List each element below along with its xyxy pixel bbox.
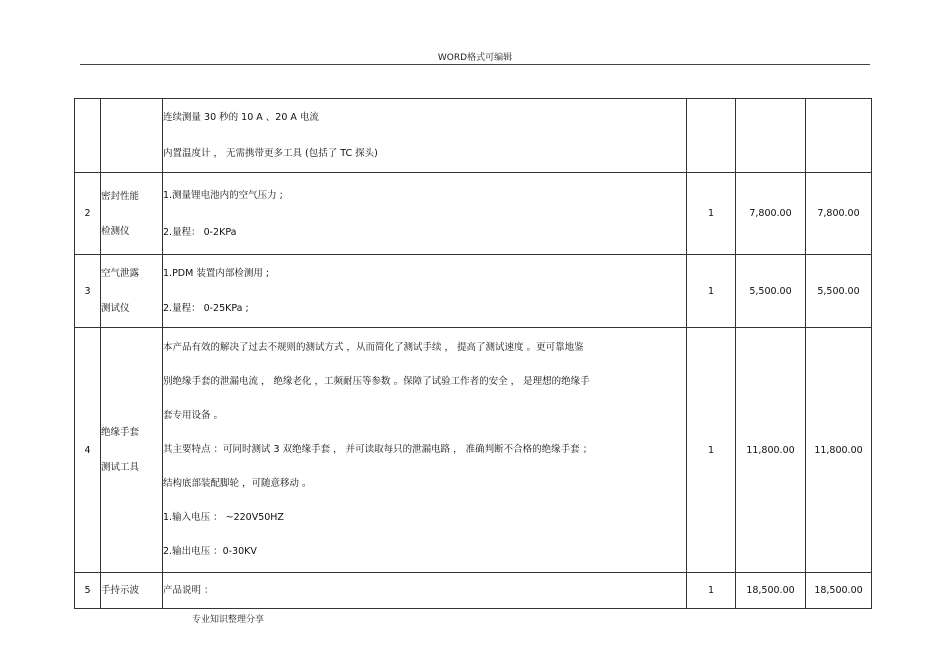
item-name-line: 绝缘手套 <box>101 427 140 438</box>
page-footer-text: 专业知识整理分享 <box>192 615 265 625</box>
item-name-line: 手持示波 <box>101 584 140 596</box>
item-quantity: 1 <box>687 255 736 328</box>
item-name <box>101 328 163 573</box>
item-quantity: 1 <box>687 573 736 609</box>
row-number <box>75 99 101 173</box>
item-unit-price <box>736 99 806 173</box>
item-name <box>101 255 163 328</box>
header-divider <box>80 64 870 65</box>
item-description <box>163 255 687 328</box>
item-name <box>101 173 163 255</box>
item-name-line: 测试工具 <box>101 462 140 473</box>
table-row <box>75 99 872 173</box>
table-row <box>75 328 872 573</box>
row-number: 3 <box>75 255 101 328</box>
row-number: 4 <box>75 328 101 573</box>
description-line: 套专用设备 。 <box>163 410 224 421</box>
item-total: 18,500.00 <box>806 573 872 609</box>
table-row <box>75 573 872 609</box>
description-line: 别绝缘手套的泄漏电流 ， 绝缘老化 ，工频耐压等参数 。保障了试验工作者的安全 ， 是理想的绝缘手 <box>163 376 590 387</box>
item-description <box>163 99 687 173</box>
description-line: 1.PDM 装置内部检测用 ; <box>163 268 270 279</box>
row-number: 2 <box>75 173 101 255</box>
description-line: 内置温度计 ， 无需携带更多工具 (包括了 TC 探头) <box>163 148 378 159</box>
page-header-title: WORD格式可编辑 <box>437 53 513 63</box>
item-total <box>806 99 872 173</box>
item-unit-price: 18,500.00 <box>736 573 806 609</box>
description-line: 其主要特点 ：可同时测试 3 双绝缘手套 ， 并可读取每只的泄漏电路 ， 准确判断不合格的绝缘手套 ； <box>163 444 593 455</box>
description-line: 产品说明 ： <box>163 584 214 596</box>
table-row <box>75 173 872 255</box>
item-quantity: 1 <box>687 173 736 255</box>
description-line: 1.输入电压 ： ~220V50HZ <box>163 512 284 523</box>
item-name <box>101 573 163 609</box>
item-name-line: 空气泄露 <box>101 268 140 279</box>
item-total: 5,500.00 <box>806 255 872 328</box>
equipment-table <box>74 98 872 609</box>
item-unit-price: 11,800.00 <box>736 328 806 573</box>
description-line: 1.测量锂电池内的空气压力 ; <box>163 189 283 201</box>
row-number: 5 <box>75 573 101 609</box>
item-name-line: 检测仪 <box>101 225 130 237</box>
item-description <box>163 328 687 573</box>
description-line: 2.量程： 0-2KPa <box>163 226 237 238</box>
item-unit-price: 5,500.00 <box>736 255 806 328</box>
item-name-line: 测试仪 <box>101 303 130 314</box>
item-description <box>163 573 687 609</box>
item-quantity: 1 <box>687 328 736 573</box>
description-line: 本产品有效的解决了过去不规则的测试方式 ，从而简化了测试手续 ， 提高了测试速度 。更可靠地鉴 <box>163 342 584 353</box>
description-line: 连续测量 30 秒的 10 A 、20 A 电流 <box>163 112 319 123</box>
item-total: 7,800.00 <box>806 173 872 255</box>
description-line: 2.输出电压 ：0-30KV <box>163 546 257 557</box>
item-quantity <box>687 99 736 173</box>
item-name <box>101 99 163 173</box>
item-unit-price: 7,800.00 <box>736 173 806 255</box>
item-description <box>163 173 687 255</box>
description-line: 结构底部装配脚轮 ，可随意移动 。 <box>163 478 312 489</box>
description-line: 2.量程： 0-25KPa ; <box>163 303 249 314</box>
item-name-line: 密封性能 <box>101 190 140 202</box>
table-row <box>75 255 872 328</box>
item-total: 11,800.00 <box>806 328 872 573</box>
